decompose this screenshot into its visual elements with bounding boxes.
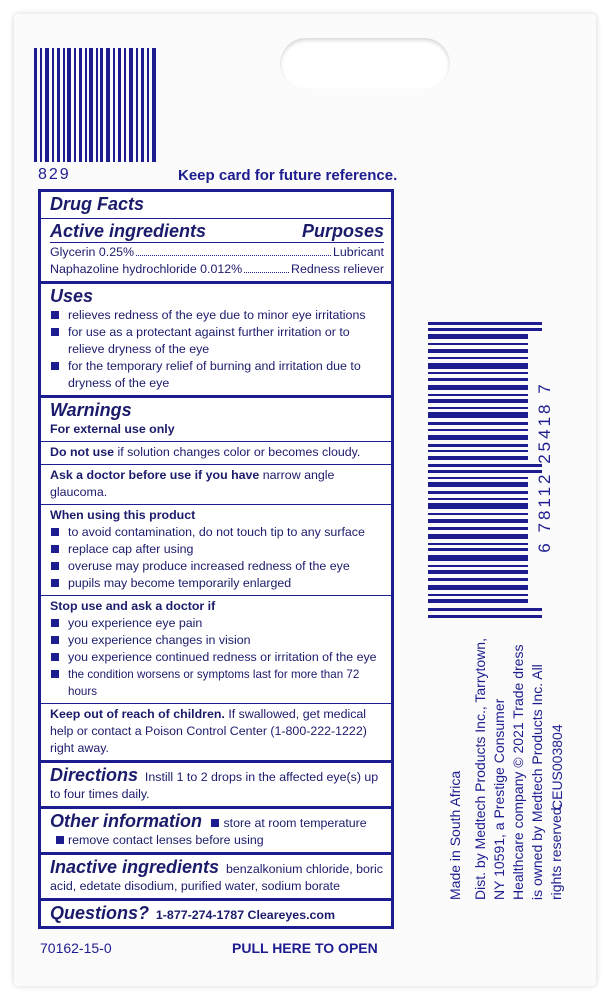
- list-item-text: you experience changes in vision: [68, 633, 251, 647]
- ask-doctor: [41, 465, 391, 505]
- list-item-text: replace cap after using: [68, 542, 194, 556]
- drug-facts-header: [41, 192, 391, 219]
- active-ingredients-heading: Active ingredients: [50, 221, 207, 241]
- purposes-heading: Purposes: [301, 221, 384, 241]
- list-item: [50, 558, 384, 575]
- list-item-text: overuse may produce increased redness of the eye: [68, 559, 350, 573]
- inactive-ingredients-section: [41, 855, 391, 901]
- directions-text: Instill 1 to 2 drops in the affected eye(s) up to four times daily.: [50, 770, 379, 801]
- warnings-heading: Warnings: [50, 400, 132, 420]
- when-using-heading: When using this product: [50, 508, 196, 522]
- warnings-section: [41, 398, 391, 442]
- list-item-text: for use as a protectant against further irritation or to relieve dryness of the eye: [68, 325, 350, 356]
- stop-use-section: [41, 596, 391, 704]
- questions-heading: Questions?: [50, 903, 150, 923]
- stop-use-heading: Stop use and ask a doctor if: [50, 599, 216, 613]
- list-item-text: you experience continued redness or irritation of the eye: [68, 650, 377, 664]
- other-item: remove contact lenses before using: [68, 833, 264, 847]
- ingredient-row: [50, 244, 384, 261]
- bullet-icon: [51, 328, 59, 336]
- distributor-info: [446, 480, 606, 900]
- list-item: [50, 358, 384, 392]
- keep-out-text: If swallowed, get medical help or contact a Poison Control Center (1-800-222-1222) right away.: [50, 707, 367, 755]
- hang-tab-hole: [280, 38, 450, 90]
- bullet-icon: [51, 670, 59, 678]
- distributor-line: Healthcare company © 2021 Trade dress: [510, 644, 526, 900]
- inactive-ingredients-heading: Inactive ingredients: [50, 857, 220, 877]
- ceus-code: CEUS003804: [549, 724, 565, 810]
- list-item-text: you experience eye pain: [68, 616, 203, 630]
- uses-section: [41, 284, 391, 398]
- directions-section: [41, 763, 391, 809]
- ingredient-purpose: Redness reliever: [291, 262, 384, 276]
- other-information-section: [41, 809, 391, 855]
- keep-out-of-reach: [41, 704, 391, 763]
- drug-facts-title: Drug Facts: [50, 194, 145, 214]
- made-in-text: Made in South Africa: [447, 770, 463, 900]
- other-information-heading: Other information: [50, 811, 202, 831]
- other-item: store at room temperature: [223, 816, 367, 830]
- external-use-note: For external use only: [50, 422, 175, 436]
- keep-out-label: Keep out of reach of children.: [50, 707, 225, 721]
- bullet-icon: [51, 636, 59, 644]
- ingredient-row: [50, 261, 384, 278]
- list-item: [50, 575, 384, 592]
- bullet-icon: [51, 579, 59, 587]
- bullet-icon: [51, 311, 59, 319]
- bullet-icon: [51, 653, 59, 661]
- barcode-top: [34, 48, 156, 162]
- list-item-text: pupils may become temporarily enlarged: [68, 576, 292, 590]
- list-item: [50, 324, 384, 358]
- list-item: [50, 649, 384, 666]
- list-item-text: the condition worsens or symptoms last for more than 72 hours: [68, 668, 360, 698]
- distributor-line: rights reserved.: [548, 803, 564, 900]
- list-item: [50, 524, 384, 541]
- list-item-text: relieves redness of the eye due to minor eye irritations: [68, 308, 366, 322]
- ingredient-name: Naphazoline hydrochloride 0.012%: [50, 262, 243, 276]
- keep-card-note: Keep card for future reference.: [178, 167, 398, 184]
- ingredient-name: Glycerin 0.25%: [50, 245, 135, 259]
- distributor-line: NY 10591, a Prestige Consumer: [491, 698, 507, 900]
- do-not-use: [41, 442, 391, 465]
- pull-here-to-open[interactable]: PULL HERE TO OPEN: [232, 940, 378, 956]
- list-item: [50, 632, 384, 649]
- ask-doctor-text: narrow angle glaucoma.: [50, 468, 335, 499]
- bullet-icon: [51, 562, 59, 570]
- ask-doctor-label: Ask a doctor before use if you have: [50, 468, 260, 482]
- questions-section: [41, 901, 391, 927]
- questions-contact: 1-877-274-1787 Cleareyes.com: [155, 908, 336, 922]
- list-item: [50, 615, 384, 632]
- do-not-use-text: if solution changes color or becomes cloudy.: [114, 445, 361, 459]
- drug-facts-panel: [38, 189, 394, 929]
- uses-heading: Uses: [50, 286, 94, 306]
- barcode-top-number: 829: [38, 166, 71, 183]
- list-item: [50, 307, 384, 324]
- when-using-section: [41, 505, 391, 596]
- directions-heading: Directions: [50, 765, 139, 785]
- do-not-use-label: Do not use: [50, 445, 115, 459]
- list-item: [50, 666, 384, 700]
- bullet-icon: [211, 819, 219, 827]
- bullet-icon: [51, 619, 59, 627]
- list-item-text: for the temporary relief of burning and irritation due to dryness of the eye: [68, 359, 361, 390]
- distributor-line: Dist. by Medtech Products Inc., Tarrytown,: [472, 638, 488, 900]
- list-item: [50, 541, 384, 558]
- product-code: 70162-15-0: [40, 940, 112, 956]
- distributor-line: is owned by Medtech Products Inc. All: [529, 664, 545, 900]
- inactive-ingredients-text: benzalkonium chloride, boric acid, edetate disodium, purified water, sodium borate: [50, 862, 383, 893]
- bullet-icon: [51, 545, 59, 553]
- bullet-icon: [51, 528, 59, 536]
- barcode-right-number: 6 78112 25418 7: [535, 381, 554, 553]
- ingredient-purpose: Lubricant: [333, 245, 384, 259]
- list-item-text: to avoid contamination, do not touch tip to any surface: [68, 525, 365, 539]
- bullet-icon: [51, 362, 59, 370]
- active-ingredients-section: [41, 219, 391, 284]
- bullet-icon: [56, 836, 64, 844]
